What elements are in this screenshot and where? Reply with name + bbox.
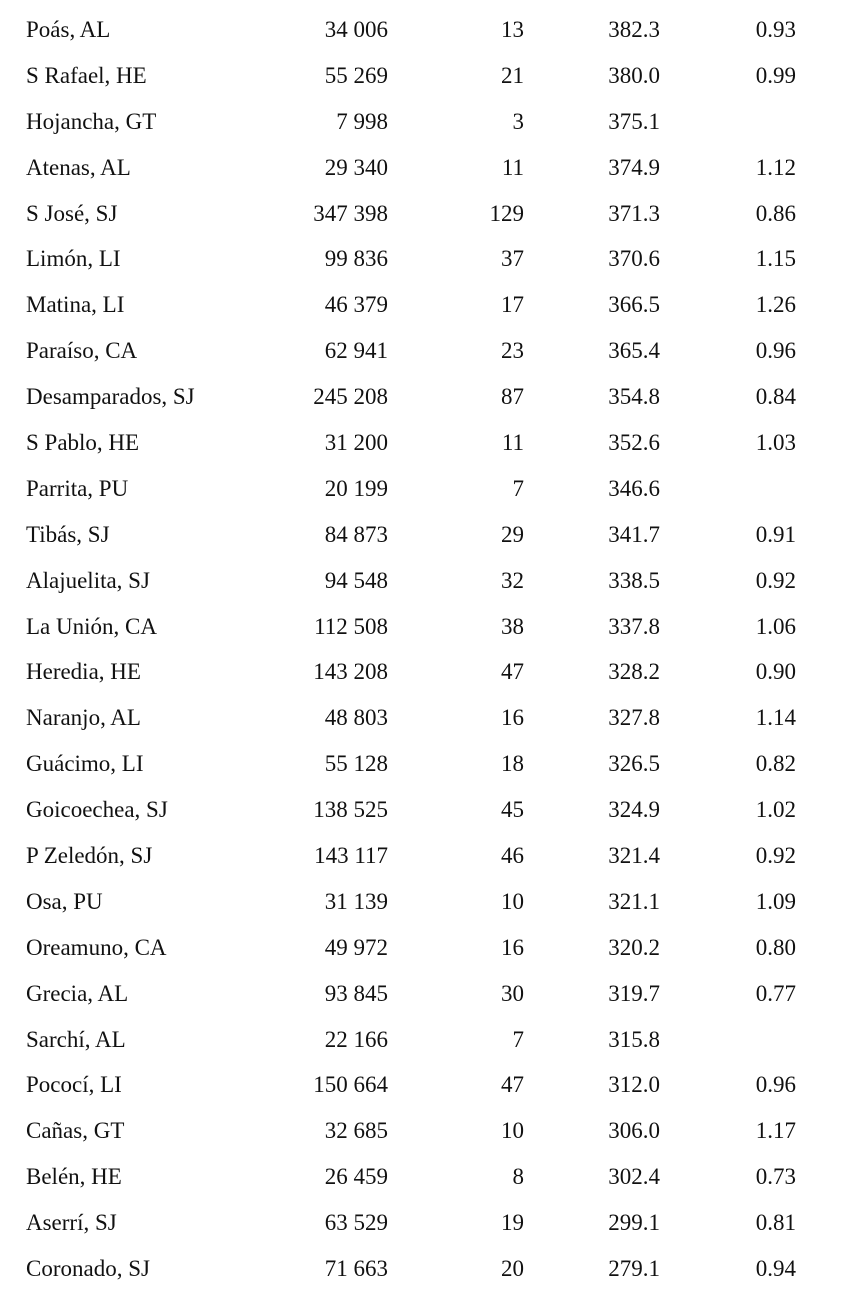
ratio-cell: 0.81 xyxy=(755,1210,796,1236)
canton-name-cell: Osa, PU xyxy=(26,888,103,914)
cases-cell: 16 xyxy=(501,705,524,731)
ratio-cell: 1.15 xyxy=(755,246,796,272)
table-row xyxy=(0,328,854,374)
canton-name-cell: La Unión, CA xyxy=(26,613,157,639)
rate-cell: 299.1 xyxy=(608,1210,660,1236)
ratio-cell: 1.03 xyxy=(755,430,796,456)
population-cell: 31 139 xyxy=(324,888,388,914)
cases-cell: 87 xyxy=(501,384,524,410)
canton-name-cell: Matina, LI xyxy=(26,292,125,318)
cases-cell: 29 xyxy=(501,521,524,547)
population-cell: 26 459 xyxy=(324,1164,388,1190)
ratio-cell: 1.17 xyxy=(755,1118,796,1144)
ratio-cell: 0.99 xyxy=(755,62,796,88)
cases-cell: 47 xyxy=(501,1072,524,1098)
canton-name-cell: S Pablo, HE xyxy=(26,430,140,456)
table-row xyxy=(0,879,854,925)
ratio-cell: 0.86 xyxy=(755,200,796,226)
table-row xyxy=(0,971,854,1017)
population-cell: 99 836 xyxy=(324,246,388,272)
cases-cell: 7 xyxy=(512,1026,524,1052)
rate-cell: 371.3 xyxy=(608,200,660,226)
rate-cell: 312.0 xyxy=(608,1072,660,1098)
table-row xyxy=(0,1200,854,1246)
rate-cell: 370.6 xyxy=(608,246,660,272)
ratio-cell: 0.82 xyxy=(755,751,796,777)
cases-cell: 37 xyxy=(501,246,524,272)
table-row xyxy=(0,1017,854,1063)
canton-name-cell: Coronado, SJ xyxy=(26,1256,150,1282)
rate-cell: 354.8 xyxy=(608,384,660,410)
cases-cell: 46 xyxy=(501,843,524,869)
cases-cell: 21 xyxy=(501,62,524,88)
rate-cell: 338.5 xyxy=(608,567,660,593)
canton-name-cell: Goicoechea, SJ xyxy=(26,797,168,823)
population-cell: 48 803 xyxy=(324,705,388,731)
ratio-cell: 0.96 xyxy=(755,1072,796,1098)
cases-cell: 32 xyxy=(501,567,524,593)
cases-cell: 7 xyxy=(512,475,524,501)
cases-cell: 18 xyxy=(501,751,524,777)
rate-cell: 279.1 xyxy=(608,1256,660,1282)
canton-name-cell: Parrita, PU xyxy=(26,475,129,501)
rate-cell: 375.1 xyxy=(608,108,660,134)
table-row xyxy=(0,374,854,420)
population-cell: 20 199 xyxy=(324,475,388,501)
table-row xyxy=(0,649,854,695)
canton-name-cell: Alajuelita, SJ xyxy=(26,567,150,593)
population-cell: 71 663 xyxy=(324,1256,388,1282)
table-row xyxy=(0,1154,854,1200)
population-cell: 150 664 xyxy=(313,1072,388,1098)
ratio-cell: 0.77 xyxy=(755,980,796,1006)
population-cell: 46 379 xyxy=(324,292,388,318)
table-row xyxy=(0,53,854,99)
rate-cell: 352.6 xyxy=(608,430,660,456)
population-cell: 62 941 xyxy=(324,338,388,364)
ratio-cell: 0.92 xyxy=(755,567,796,593)
table-row xyxy=(0,833,854,879)
table-row xyxy=(0,420,854,466)
canton-name-cell: Paraíso, CA xyxy=(26,338,138,364)
cases-cell: 129 xyxy=(489,200,524,226)
rate-cell: 319.7 xyxy=(608,980,660,1006)
population-cell: 31 200 xyxy=(324,430,388,456)
ratio-cell: 0.90 xyxy=(755,659,796,685)
cases-cell: 11 xyxy=(501,154,524,180)
rate-cell: 337.8 xyxy=(608,613,660,639)
population-cell: 32 685 xyxy=(324,1118,388,1144)
ratio-cell: 0.91 xyxy=(755,521,796,547)
canton-name-cell: Aserrí, SJ xyxy=(26,1210,117,1236)
ratio-cell: 1.12 xyxy=(755,154,796,180)
data-table xyxy=(0,7,854,1292)
canton-name-cell: Oreamuno, CA xyxy=(26,934,167,960)
canton-name-cell: Limón, LI xyxy=(26,246,121,272)
population-cell: 347 398 xyxy=(313,200,388,226)
cases-cell: 11 xyxy=(501,430,524,456)
cases-cell: 13 xyxy=(501,17,524,42)
table-row xyxy=(0,236,854,282)
rate-cell: 374.9 xyxy=(608,154,660,180)
table-row xyxy=(0,282,854,328)
population-cell: 84 873 xyxy=(324,521,388,547)
population-cell: 93 845 xyxy=(324,980,388,1006)
canton-name-cell: Grecia, AL xyxy=(26,980,129,1006)
canton-name-cell: Naranjo, AL xyxy=(26,705,141,731)
cases-cell: 10 xyxy=(501,888,524,914)
rate-cell: 380.0 xyxy=(608,62,660,88)
canton-name-cell: Pococí, LI xyxy=(26,1072,122,1098)
population-cell: 94 548 xyxy=(324,567,388,593)
rate-cell: 327.8 xyxy=(608,705,660,731)
rate-cell: 346.6 xyxy=(608,475,660,501)
population-cell: 34 006 xyxy=(324,17,388,42)
population-cell: 7 998 xyxy=(336,108,388,134)
rate-cell: 302.4 xyxy=(608,1164,660,1190)
ratio-cell: 0.93 xyxy=(755,17,796,42)
canton-name-cell: Tibás, SJ xyxy=(26,521,110,547)
table-row xyxy=(0,466,854,512)
table-row xyxy=(0,99,854,145)
cases-cell: 38 xyxy=(501,613,524,639)
cases-cell: 30 xyxy=(501,980,524,1006)
rate-cell: 341.7 xyxy=(608,521,660,547)
canton-name-cell: Desamparados, SJ xyxy=(26,384,195,410)
table-row xyxy=(0,1108,854,1154)
ratio-cell: 0.84 xyxy=(755,384,796,410)
cases-cell: 23 xyxy=(501,338,524,364)
ratio-cell: 1.14 xyxy=(755,705,796,731)
ratio-cell: 1.09 xyxy=(755,888,796,914)
cases-cell: 47 xyxy=(501,659,524,685)
rate-cell: 382.3 xyxy=(608,17,660,42)
rate-cell: 320.2 xyxy=(608,934,660,960)
population-cell: 112 508 xyxy=(314,613,388,639)
cases-cell: 17 xyxy=(501,292,524,318)
rate-cell: 315.8 xyxy=(608,1026,660,1052)
cases-cell: 10 xyxy=(501,1118,524,1144)
table-row xyxy=(0,925,854,971)
cases-cell: 8 xyxy=(512,1164,524,1190)
population-cell: 55 269 xyxy=(324,62,388,88)
table-row xyxy=(0,695,854,741)
rate-cell: 366.5 xyxy=(608,292,660,318)
ratio-cell: 0.92 xyxy=(755,843,796,869)
canton-name-cell: Hojancha, GT xyxy=(26,108,157,134)
cases-cell: 19 xyxy=(501,1210,524,1236)
rate-cell: 324.9 xyxy=(608,797,660,823)
canton-name-cell: Sarchí, AL xyxy=(26,1026,126,1052)
table-row xyxy=(0,1062,854,1108)
table-row xyxy=(0,604,854,650)
cases-cell: 16 xyxy=(501,934,524,960)
canton-name-cell: Belén, HE xyxy=(26,1164,122,1190)
cases-cell: 20 xyxy=(501,1256,524,1282)
canton-name-cell: S Rafael, HE xyxy=(26,62,147,88)
cases-cell: 45 xyxy=(501,797,524,823)
canton-name-cell: Heredia, HE xyxy=(26,659,141,685)
canton-name-cell: Cañas, GT xyxy=(26,1118,125,1144)
population-cell: 63 529 xyxy=(324,1210,388,1236)
rate-cell: 328.2 xyxy=(608,659,660,685)
table-row xyxy=(0,558,854,604)
canton-name-cell: S José, SJ xyxy=(26,200,118,226)
rate-cell: 365.4 xyxy=(608,338,660,364)
rate-cell: 321.4 xyxy=(608,843,660,869)
ratio-cell: 0.73 xyxy=(755,1164,796,1190)
table-row xyxy=(0,145,854,191)
ratio-cell: 1.02 xyxy=(755,797,796,823)
table-row xyxy=(0,787,854,833)
population-cell: 143 117 xyxy=(314,843,388,869)
table-row xyxy=(0,741,854,787)
canton-name-cell: P Zeledón, SJ xyxy=(26,843,153,869)
ratio-cell: 1.26 xyxy=(755,292,796,318)
table-row xyxy=(0,191,854,237)
rate-cell: 326.5 xyxy=(608,751,660,777)
canton-name-cell: Guácimo, LI xyxy=(26,751,144,777)
population-cell: 22 166 xyxy=(324,1026,388,1052)
canton-name-cell: Atenas, AL xyxy=(26,154,131,180)
ratio-cell: 0.80 xyxy=(755,934,796,960)
table-row xyxy=(0,7,854,53)
ratio-cell: 0.96 xyxy=(755,338,796,364)
cases-cell: 3 xyxy=(512,108,524,134)
population-cell: 55 128 xyxy=(324,751,388,777)
population-cell: 49 972 xyxy=(324,934,388,960)
rate-cell: 306.0 xyxy=(608,1118,660,1144)
population-cell: 143 208 xyxy=(313,659,388,685)
ratio-cell: 1.06 xyxy=(755,613,796,639)
population-cell: 29 340 xyxy=(324,154,388,180)
table-row xyxy=(0,1246,854,1292)
population-cell: 245 208 xyxy=(313,384,388,410)
canton-name-cell: Poás, AL xyxy=(26,17,111,42)
table-row xyxy=(0,512,854,558)
population-cell: 138 525 xyxy=(313,797,388,823)
rate-cell: 321.1 xyxy=(608,888,660,914)
ratio-cell: 0.94 xyxy=(755,1256,796,1282)
